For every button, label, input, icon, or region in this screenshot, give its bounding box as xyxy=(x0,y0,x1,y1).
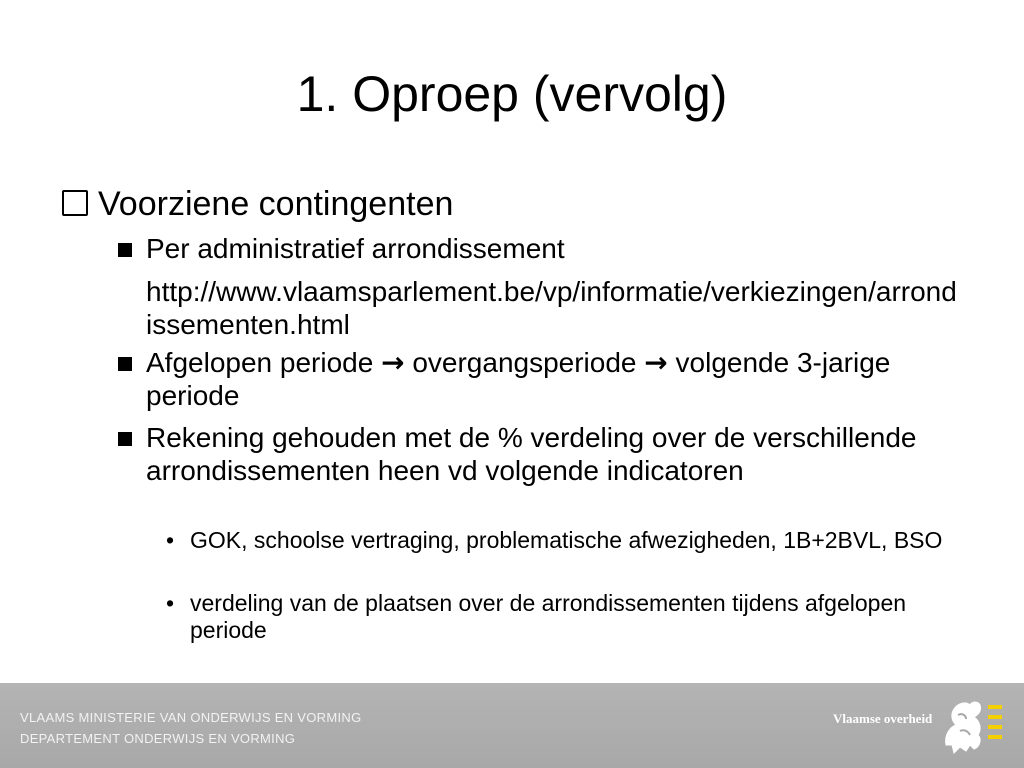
heading-text: Voorziene contingenten xyxy=(98,185,454,223)
square-bullet-icon xyxy=(118,243,132,257)
bullet-text-3: Rekening gehouden met de % verdeling over de verschillende arrondissementen heen vd volgende indicatoren xyxy=(146,422,917,486)
heading-item xyxy=(62,182,962,226)
sub-bullet-text-2: verdeling van de plaatsen over de arrondissementen tijdens afgelopen periode xyxy=(190,590,907,643)
flemish-lion-logo-icon xyxy=(936,695,1008,757)
arrow-right-icon: → xyxy=(644,346,668,379)
bullet-item-3 xyxy=(118,421,958,487)
checkbox-bullet-icon xyxy=(62,190,88,216)
sub-bullet-text-1: GOK, schoolse vertraging, problematische afwezigheden, 1B+2BVL, BSO xyxy=(190,527,943,553)
slide-title: 1. Oproep (vervolg) xyxy=(296,66,728,122)
arrondissement-link[interactable]: http://www.vlaamsparlement.be/vp/informatie/verkiezingen/arrondissementen.html xyxy=(146,276,957,340)
bullet-item-2 xyxy=(118,346,958,412)
bullet-2-part1: Afgelopen periode xyxy=(146,347,374,378)
sub-bullet-item-1 xyxy=(166,527,956,554)
footer-ministry: VLAAMS MINISTERIE VAN ONDERWIJS EN VORMING xyxy=(20,710,362,725)
footer-department: DEPARTEMENT ONDERWIJS EN VORMING xyxy=(20,731,296,746)
square-bullet-icon xyxy=(118,432,132,446)
bullet-text-2 xyxy=(146,346,958,412)
brand-name: Vlaamse overheid xyxy=(833,711,933,726)
bullet-2-part3: volgende 3-jarige periode xyxy=(146,347,891,411)
bullet-2-part2: overgangsperiode xyxy=(412,347,637,378)
sub-bullet-item-2 xyxy=(166,590,956,644)
arrow-right-icon: → xyxy=(381,346,405,379)
dot-bullet-icon: • xyxy=(166,590,175,616)
bullet-item-1 xyxy=(118,232,958,265)
bullet-text-1: Per administratief arrondissement xyxy=(146,233,565,264)
square-bullet-icon xyxy=(118,357,132,371)
dot-bullet-icon: • xyxy=(166,527,175,553)
footer-bar xyxy=(0,683,1024,768)
